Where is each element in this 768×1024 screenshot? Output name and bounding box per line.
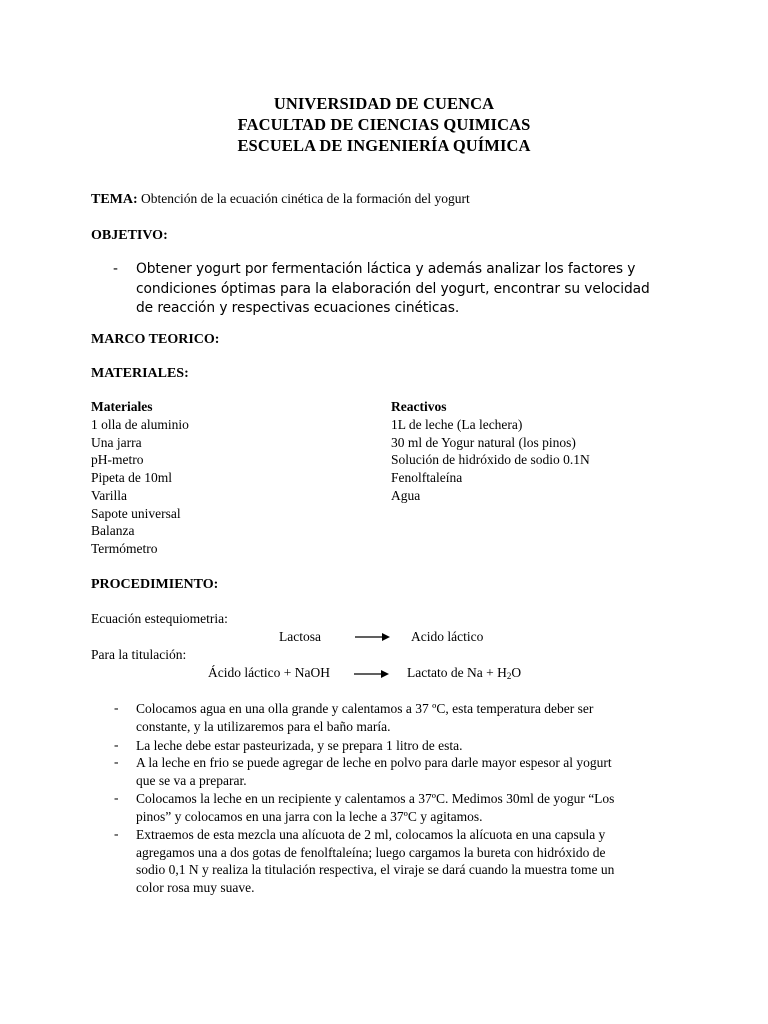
product-acido-lactico: Acido láctico bbox=[411, 629, 484, 644]
tema-line bbox=[91, 191, 470, 208]
titration-arrow-icon bbox=[354, 668, 390, 680]
school-title: ESCUELA DE INGENIERÍA QUÍMICA bbox=[237, 136, 531, 155]
reagent-item: Agua bbox=[391, 487, 421, 503]
step-1 bbox=[136, 700, 593, 735]
water-subscript: 2 bbox=[506, 671, 512, 681]
reagent-item: Solución de hidróxido de sodio 0.1N bbox=[391, 452, 590, 468]
step-bullet: - bbox=[114, 790, 119, 805]
reaction-arrow-icon bbox=[355, 631, 391, 643]
material-item: Sapote universal bbox=[91, 505, 181, 521]
material-item: Balanza bbox=[91, 523, 135, 539]
titulacion-label: Para la titulación: bbox=[91, 647, 187, 662]
step-line: Extraemos de esta mezcla una alícuota de 2 ml, colocamos la alícuota en una capsula y bbox=[136, 827, 606, 842]
tema-label: TEMA: bbox=[91, 192, 138, 207]
step-bullet: - bbox=[114, 700, 119, 715]
step-line: Colocamos la leche en un recipiente y calentamos a 37ºC. Medimos 30ml de yogur “Los bbox=[136, 791, 615, 806]
step-5 bbox=[136, 826, 614, 897]
step-bullet: - bbox=[114, 826, 119, 841]
step-line: constante, y la utilizaremos para el baño maría. bbox=[136, 718, 391, 734]
reactant-titulacion: Ácido láctico + NaOH bbox=[208, 665, 330, 680]
ecuacion-label: Ecuación estequiometria: bbox=[91, 611, 228, 626]
objetivo-line-2: condiciones óptimas para la elaboración del yogurt, encontrar su velocidad bbox=[136, 281, 650, 297]
marco-teorico-heading: MARCO TEORICO: bbox=[91, 332, 220, 347]
reagents-list bbox=[391, 416, 590, 505]
materials-list bbox=[91, 416, 189, 558]
step-3 bbox=[136, 754, 612, 789]
step-line: que se va a preparar. bbox=[136, 772, 247, 788]
step-bullet: - bbox=[114, 737, 119, 752]
step-2 bbox=[136, 737, 462, 755]
faculty-title: FACULTAD DE CIENCIAS QUIMICAS bbox=[237, 115, 531, 134]
objetivo-line-1: Obtener yogurt por fermentación láctica y además analizar los factores y bbox=[136, 261, 636, 277]
procedimiento-heading: PROCEDIMIENTO: bbox=[91, 577, 219, 592]
reagents-column-header: Reactivos bbox=[391, 399, 447, 414]
objetivo-heading: OBJETIVO: bbox=[91, 228, 168, 243]
materials-column-header: Materiales bbox=[91, 399, 153, 414]
product-lactato bbox=[407, 665, 521, 681]
step-line: pinos” y colocamos en una jarra con la leche a 37ºC y agitamos. bbox=[136, 808, 483, 824]
objetivo-bullet: - bbox=[113, 261, 118, 277]
reactant-lactosa: Lactosa bbox=[279, 629, 321, 644]
product-lactato-main: Lactato de Na + H bbox=[407, 665, 507, 680]
step-line: sodio 0,1 N y realiza la titulación respectiva, el viraje se dará cuando la muestra tome un bbox=[136, 862, 615, 878]
product-lactato-tail: O bbox=[511, 665, 522, 680]
reagent-item: Fenolftaleína bbox=[391, 470, 463, 486]
step-line: Colocamos agua en una olla grande y calentamos a 37 ºC, esta temperatura deber ser bbox=[136, 701, 594, 716]
step-line: color rosa muy suave. bbox=[136, 880, 255, 896]
material-item: pH-metro bbox=[91, 452, 144, 468]
material-item: Termómetro bbox=[91, 540, 158, 556]
material-item: 1 olla de aluminio bbox=[91, 417, 189, 432]
step-4 bbox=[136, 790, 614, 825]
reagent-item: 30 ml de Yogur natural (los pinos) bbox=[391, 434, 576, 450]
tema-text: Obtención de la ecuación cinética de la formación del yogurt bbox=[137, 191, 470, 206]
reagent-item: 1L de leche (La lechera) bbox=[391, 417, 523, 432]
materiales-heading: MATERIALES: bbox=[91, 366, 189, 381]
step-line: agregamos una a dos gotas de fenolftaleína; luego cargamos la bureta con hidróxido de bbox=[136, 844, 606, 860]
material-item: Pipeta de 10ml bbox=[91, 470, 172, 486]
objetivo-line-3: de reacción y respectivas ecuaciones cinéticas. bbox=[136, 300, 460, 316]
university-title: UNIVERSIDAD DE CUENCA bbox=[273, 94, 495, 113]
step-bullet: - bbox=[114, 754, 119, 769]
step-line: A la leche en frio se puede agregar de leche en polvo para darle mayor espesor al yogurt bbox=[136, 755, 612, 770]
material-item: Varilla bbox=[91, 487, 127, 503]
material-item: Una jarra bbox=[91, 434, 142, 450]
step-line: La leche debe estar pasteurizada, y se prepara 1 litro de esta. bbox=[136, 738, 463, 753]
